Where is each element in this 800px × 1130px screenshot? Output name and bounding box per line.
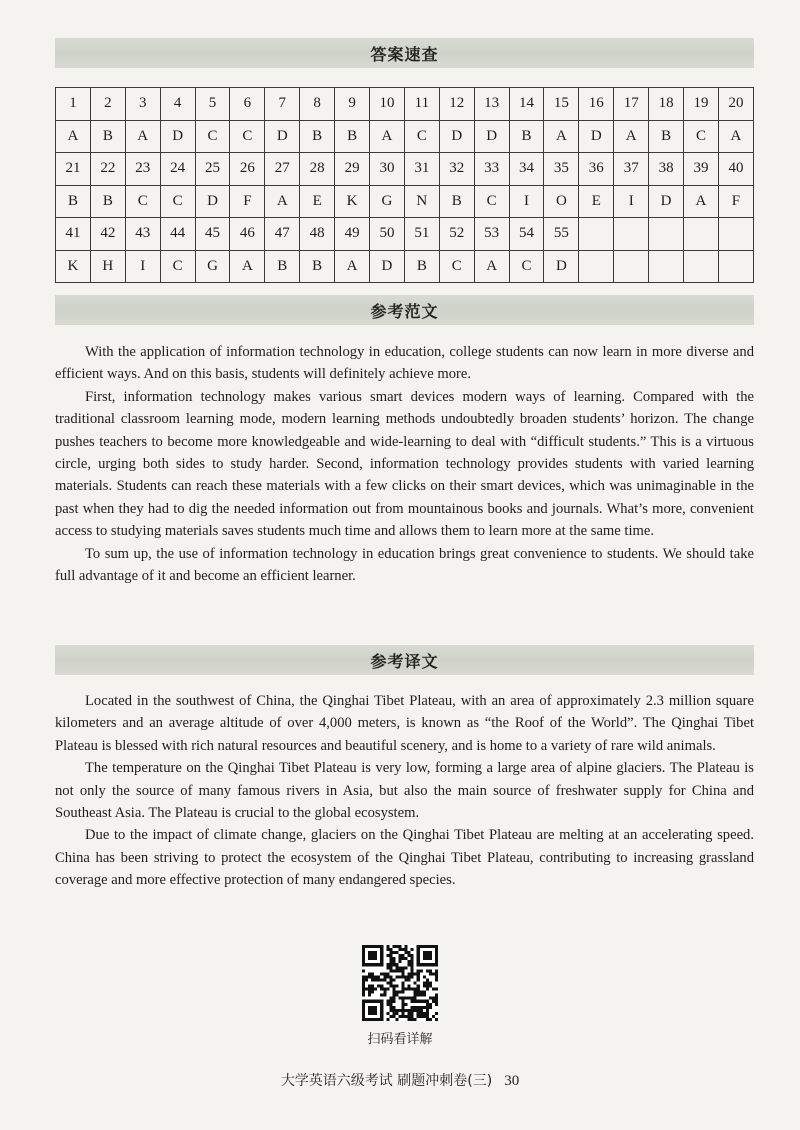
answer-cell: C bbox=[509, 250, 544, 283]
question-number-row bbox=[56, 153, 754, 186]
question-number-cell: 6 bbox=[230, 88, 265, 121]
answer-cell: B bbox=[265, 250, 300, 283]
sample-essay bbox=[55, 341, 754, 587]
answer-cell: K bbox=[335, 185, 370, 218]
answer-cell: A bbox=[544, 120, 579, 153]
answer-cell: G bbox=[370, 185, 405, 218]
answer-cell: D bbox=[649, 185, 684, 218]
question-number-cell: 31 bbox=[404, 153, 439, 186]
answer-cell: A bbox=[230, 250, 265, 283]
question-number-cell bbox=[684, 218, 719, 251]
translation-paragraph: Located in the southwest of China, the Qinghai Tibet Plateau, with an area of approximately 2.3 million square kilometers and an average altitude of over 4,000 meters, is known as “the Roof of the World”. The Qinghai Tibet Plateau is blessed with rich natural resources and beautiful scenery, and is home to a variety of rare wild animals. bbox=[55, 693, 754, 754]
answer-cell: B bbox=[649, 120, 684, 153]
answer-cell: B bbox=[90, 185, 125, 218]
sample-translation bbox=[55, 690, 754, 892]
answer-cell: D bbox=[370, 250, 405, 283]
answer-cell: B bbox=[300, 120, 335, 153]
question-number-cell bbox=[614, 218, 649, 251]
question-number-cell: 1 bbox=[56, 88, 91, 121]
essay-paragraph: With the application of information technology in education, college students can now learn in more diverse and efficient ways. And on this basis, students will definitely achieve more. bbox=[55, 344, 754, 383]
qr-caption: 扫码看详解 bbox=[367, 1032, 433, 1047]
question-number-cell: 4 bbox=[160, 88, 195, 121]
question-number-cell: 15 bbox=[544, 88, 579, 121]
book-title: 大学英语六级考试 刷题冲刺卷(三) bbox=[280, 1073, 493, 1089]
answer-cell: C bbox=[439, 250, 474, 283]
answer-cell: A bbox=[684, 185, 719, 218]
answer-cell bbox=[649, 250, 684, 283]
answer-cell: D bbox=[195, 185, 230, 218]
question-number-cell: 42 bbox=[90, 218, 125, 251]
answer-cell: B bbox=[509, 120, 544, 153]
answer-cell: D bbox=[439, 120, 474, 153]
question-number-cell: 50 bbox=[370, 218, 405, 251]
question-number-cell: 28 bbox=[300, 153, 335, 186]
question-number-cell: 32 bbox=[439, 153, 474, 186]
answer-cell: I bbox=[614, 185, 649, 218]
answer-cell: O bbox=[544, 185, 579, 218]
answer-cell: A bbox=[370, 120, 405, 153]
answer-cell: D bbox=[579, 120, 614, 153]
question-number-cell: 30 bbox=[370, 153, 405, 186]
question-number-cell: 46 bbox=[230, 218, 265, 251]
question-number-cell: 39 bbox=[684, 153, 719, 186]
question-number-cell: 27 bbox=[265, 153, 300, 186]
answer-cell: I bbox=[509, 185, 544, 218]
answer-cell: C bbox=[160, 250, 195, 283]
answer-key-table bbox=[55, 87, 754, 283]
answer-cell: B bbox=[90, 120, 125, 153]
answer-cell: G bbox=[195, 250, 230, 283]
question-number-cell: 10 bbox=[370, 88, 405, 121]
qr-code-icon[interactable] bbox=[362, 945, 438, 1021]
answer-cell: F bbox=[718, 185, 753, 218]
question-number-cell: 16 bbox=[579, 88, 614, 121]
question-number-cell: 9 bbox=[335, 88, 370, 121]
answer-cell bbox=[579, 250, 614, 283]
translation-section-title: 参考译文 bbox=[370, 651, 439, 671]
answer-cell: A bbox=[335, 250, 370, 283]
question-number-row bbox=[56, 218, 754, 251]
translation-paragraph: The temperature on the Qinghai Tibet Plateau is very low, forming a large area of alpine glaciers. The Plateau is not only the source of many famous rivers in Asia, but also the main source of freshwater supply for China and Southeast Asia. The Plateau is crucial to the global ecosystem. bbox=[55, 760, 754, 822]
question-number-cell: 53 bbox=[474, 218, 509, 251]
question-number-cell: 55 bbox=[544, 218, 579, 251]
answer-cell: B bbox=[335, 120, 370, 153]
translation-section-header bbox=[55, 645, 754, 675]
answer-cell: D bbox=[160, 120, 195, 153]
answers-section-title: 答案速查 bbox=[370, 44, 439, 64]
question-number-cell: 21 bbox=[56, 153, 91, 186]
question-number-row bbox=[56, 88, 754, 121]
answer-cell: B bbox=[300, 250, 335, 283]
question-number-cell: 40 bbox=[718, 153, 753, 186]
answer-cell: E bbox=[579, 185, 614, 218]
question-number-cell: 5 bbox=[195, 88, 230, 121]
question-number-cell: 12 bbox=[439, 88, 474, 121]
answer-cell: E bbox=[300, 185, 335, 218]
question-number-cell: 38 bbox=[649, 153, 684, 186]
answer-cell: A bbox=[56, 120, 91, 153]
question-number-cell: 37 bbox=[614, 153, 649, 186]
essay-paragraph: First, information technology makes various smart devices modern ways of learning. Compared with the traditional classroom learning mode, modern learning methods undoubtedly broaden students’ horizon. The change pushes teachers to become more knowledgeable and wide-learning to deal with “difficult students.” This is a virtuous circle, urging both sides to study harder. Second, information technology provides students with varied learning materials. Students can reach these materials with a few clicks on their smart devices, which was unimaginable in the past when they had to dig the needed information out from mountainous books and journals. What’s more, convenient access to studying materials saves students much time and allows them to learn more at the same time. bbox=[55, 388, 754, 540]
question-number-cell: 20 bbox=[718, 88, 753, 121]
question-number-cell: 35 bbox=[544, 153, 579, 186]
question-number-cell: 13 bbox=[474, 88, 509, 121]
question-number-cell: 26 bbox=[230, 153, 265, 186]
question-number-cell: 23 bbox=[125, 153, 160, 186]
answer-cell: C bbox=[474, 185, 509, 218]
answer-cell bbox=[718, 250, 753, 283]
essay-section-title: 参考范文 bbox=[370, 301, 439, 321]
question-number-cell: 2 bbox=[90, 88, 125, 121]
question-number-cell: 48 bbox=[300, 218, 335, 251]
question-number-cell: 24 bbox=[160, 153, 195, 186]
answer-row bbox=[56, 120, 754, 153]
question-number-cell: 34 bbox=[509, 153, 544, 186]
answer-cell: A bbox=[265, 185, 300, 218]
answer-cell: C bbox=[160, 185, 195, 218]
answer-cell: F bbox=[230, 185, 265, 218]
answer-cell: B bbox=[56, 185, 91, 218]
answer-cell: C bbox=[195, 120, 230, 153]
question-number-cell: 47 bbox=[265, 218, 300, 251]
answer-cell: C bbox=[404, 120, 439, 153]
answer-cell: A bbox=[614, 120, 649, 153]
question-number-cell: 44 bbox=[160, 218, 195, 251]
answer-cell: B bbox=[404, 250, 439, 283]
answer-cell: D bbox=[474, 120, 509, 153]
question-number-cell: 41 bbox=[56, 218, 91, 251]
essay-paragraph: To sum up, the use of information technology in education brings great convenience to students. We should take full advantage of it and become an efficient learner. bbox=[55, 545, 754, 585]
answer-cell bbox=[614, 250, 649, 283]
question-number-cell: 14 bbox=[509, 88, 544, 121]
question-number-cell: 45 bbox=[195, 218, 230, 251]
answer-cell: A bbox=[125, 120, 160, 153]
question-number-cell: 25 bbox=[195, 153, 230, 186]
essay-section-header bbox=[55, 295, 754, 325]
answer-cell: I bbox=[125, 250, 160, 283]
question-number-cell: 3 bbox=[125, 88, 160, 121]
answer-cell: B bbox=[439, 185, 474, 218]
question-number-cell: 36 bbox=[579, 153, 614, 186]
question-number-cell bbox=[718, 218, 753, 251]
answer-cell: H bbox=[90, 250, 125, 283]
answer-cell: C bbox=[684, 120, 719, 153]
answer-cell: C bbox=[230, 120, 265, 153]
question-number-cell: 54 bbox=[509, 218, 544, 251]
answer-cell: K bbox=[56, 250, 91, 283]
question-number-cell: 52 bbox=[439, 218, 474, 251]
answer-cell: D bbox=[265, 120, 300, 153]
question-number-cell bbox=[649, 218, 684, 251]
answer-row bbox=[56, 250, 754, 283]
answer-cell: C bbox=[125, 185, 160, 218]
page-footer bbox=[200, 1070, 600, 1090]
answer-row bbox=[56, 185, 754, 218]
answer-cell bbox=[684, 250, 719, 283]
question-number-cell: 29 bbox=[335, 153, 370, 186]
answer-cell: A bbox=[718, 120, 753, 153]
question-number-cell: 22 bbox=[90, 153, 125, 186]
question-number-cell: 43 bbox=[125, 218, 160, 251]
question-number-cell: 33 bbox=[474, 153, 509, 186]
question-number-cell: 11 bbox=[404, 88, 439, 121]
question-number-cell: 51 bbox=[404, 218, 439, 251]
page-number: 30 bbox=[504, 1073, 520, 1089]
question-number-cell: 49 bbox=[335, 218, 370, 251]
question-number-cell: 19 bbox=[684, 88, 719, 121]
answer-cell: D bbox=[544, 250, 579, 283]
question-number-cell: 17 bbox=[614, 88, 649, 121]
translation-paragraph: Due to the impact of climate change, glaciers on the Qinghai Tibet Plateau are melting at an accelerating speed. China has been striving to protect the ecosystem of the Qinghai Tibet Plateau, contributing to increasing grassland coverage and more effective protection of many endangered species. bbox=[55, 827, 754, 889]
question-number-cell bbox=[579, 218, 614, 251]
answer-cell: N bbox=[404, 185, 439, 218]
answers-section-header bbox=[55, 38, 754, 68]
question-number-cell: 18 bbox=[649, 88, 684, 121]
question-number-cell: 8 bbox=[300, 88, 335, 121]
question-number-cell: 7 bbox=[265, 88, 300, 121]
answer-cell: A bbox=[474, 250, 509, 283]
